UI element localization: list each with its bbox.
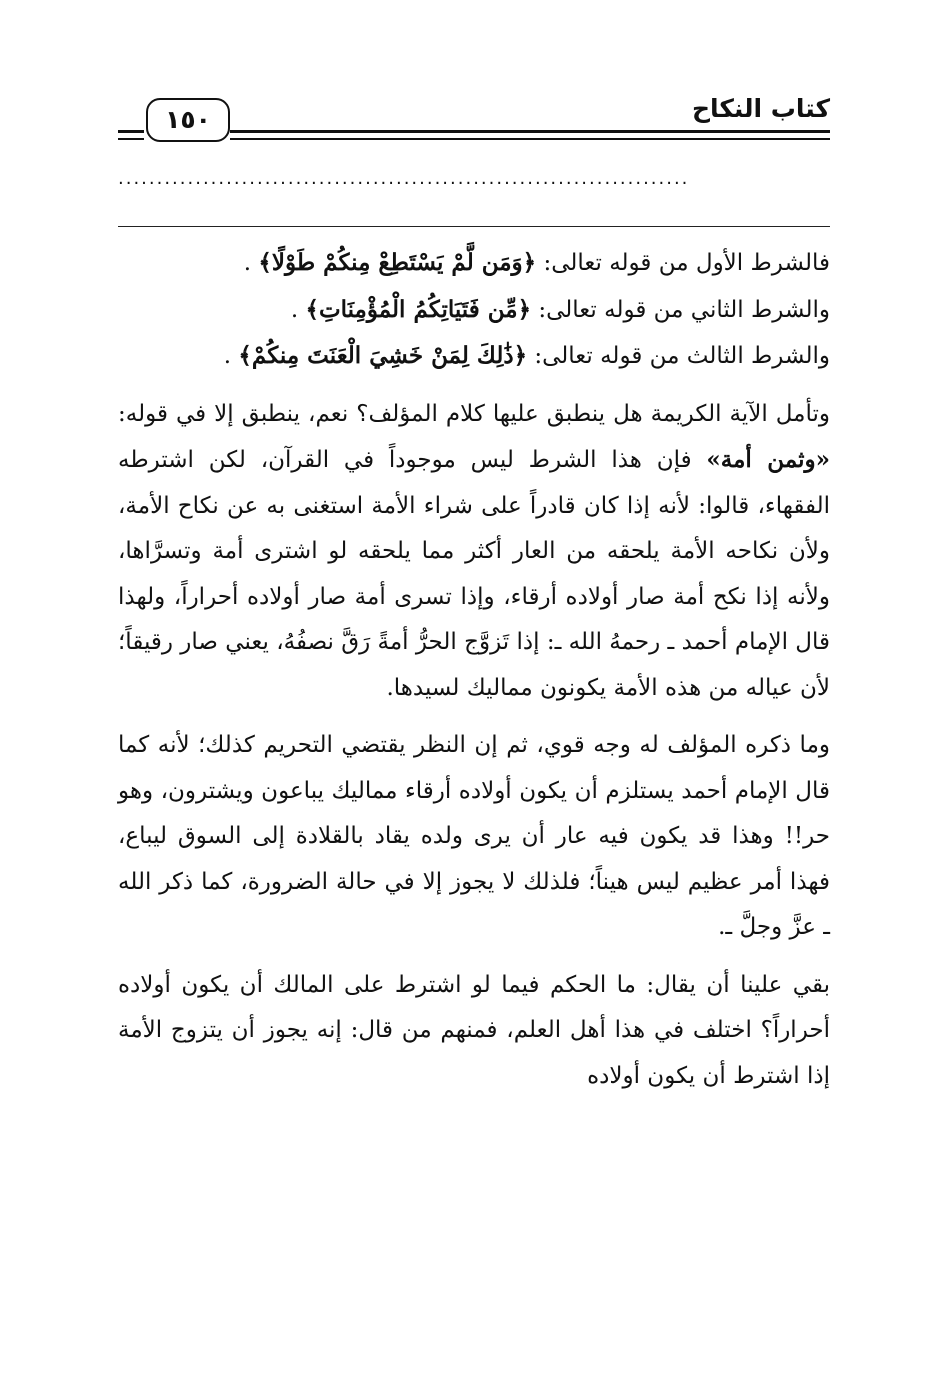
matn-quote: «وثمن أمة» (706, 446, 830, 473)
quran-verse: ﴿ذَٰلِكَ لِمَنْ خَشِيَ الْعَنَتَ مِنكُمْ﴾ (238, 342, 528, 369)
condition-intro: والشرط الثاني من قوله تعالى: (531, 296, 830, 323)
running-header (118, 88, 830, 148)
condition-intro: فالشرط الأول من قوله تعالى: (536, 250, 830, 276)
dotted-line: .......................................................................... (118, 168, 690, 189)
header-rule (230, 130, 830, 133)
header-rule (118, 130, 144, 133)
paragraph-text: فإن هذا الشرط ليس موجوداً في القرآن، لكن اشترطه الفقهاء، قالوا: لأنه إذا كان قادراً على شراء الأمة استغنى به عن نكاح الأمة، ولأن نكاحه الأمة يلحقه من العار أكثر مما يلحقه لو اشترى أمة وتسرَّاها، ولأنه إذا نكح أمة صار أولاده أرقاء، وإذا تسرى أمة صار أولاده أحراراً، ولهذا قال الإمام أحمد ـ رحمهُ الله ـ: إذا تَزوَّج الحرُّ أمةً رَقَّ نصفُهُ، يعني صار رقيقاً؛ لأن عياله من هذه الأمة يكونون مماليك لسيدها. (118, 447, 830, 701)
header-rule (118, 138, 144, 140)
condition-line (118, 333, 830, 380)
page-number: ١٥٠ (146, 98, 230, 142)
sentence-end: . (243, 250, 259, 276)
quran-verse: ﴿وَمَن لَّمْ يَسْتَطِعْ مِنكُمْ طَوْلًا﴾ (258, 249, 537, 276)
book-title: كتاب النكاح (691, 94, 830, 123)
paragraph: بقي علينا أن يقال: ما الحكم فيما لو اشترط على المالك أن يكون أولاده أحراراً؟ اختلف في هذا أهل العلم، فمنهم من قال: إنه يجوز أن يتزوج الأمة إذا اشترط أن يكون أولاده (118, 971, 830, 1089)
sentence-end: . (290, 296, 306, 323)
paragraph (118, 392, 830, 712)
condition-line (118, 287, 830, 334)
condition-line (118, 240, 830, 287)
condition-intro: والشرط الثالث من قوله تعالى: (527, 343, 830, 369)
quran-verse: ﴿مِّن فَتَيَاتِكُمُ الْمُؤْمِنَاتِ﴾ (305, 295, 532, 323)
paragraph-text: وتأمل الآية الكريمة هل ينطبق عليها كلام المؤلف؟ نعم، ينطبق إلا في قوله: (118, 400, 830, 427)
paragraph: وما ذكره المؤلف له وجه قوي، ثم إن النظر يقتضي التحريم كذلك؛ لأنه كما قال الإمام أحمد يستلزم أن يكون أولاده أرقاء مماليك يباعون ويشترون، وهو حر!! وهذا قد يكون فيه عار أن يرى ولده يقاد بالقلادة إلى السوق ليباع، فهذا أمر عظيم ليس هيناً؛ فلذلك لا يجوز إلا في حالة الضرورة، كما ذكر الله ـ عزَّ وجلَّ ـ. (118, 732, 830, 940)
header-rule (230, 138, 830, 140)
separator-rule (118, 226, 830, 227)
body-text (118, 240, 830, 1099)
sentence-end: . (223, 343, 239, 369)
